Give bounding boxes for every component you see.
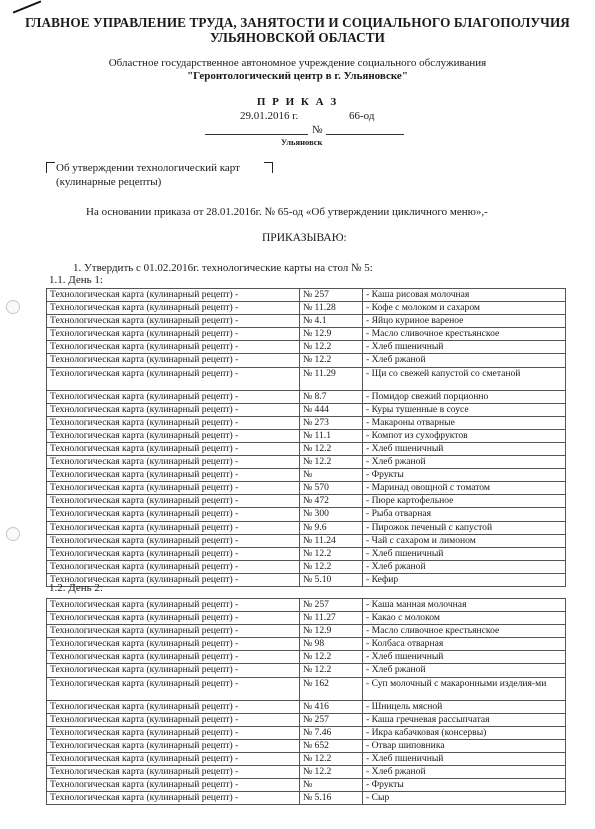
card-label-cell: Технологическая карта (кулинарный рецепт) - — [47, 739, 300, 752]
table-row — [47, 416, 566, 429]
dish-name-cell: - Хлеб пшеничный — [363, 547, 566, 560]
card-label-cell: Технологическая карта (кулинарный рецепт) - — [47, 677, 300, 700]
dish-name-cell: - Пирожок печеный с капустой — [363, 521, 566, 534]
table-row — [47, 713, 566, 726]
table-row — [47, 612, 566, 625]
card-number-cell: № 98 — [300, 638, 363, 651]
institution-line-2: "Геронтологический центр в г. Ульяновске" — [187, 70, 408, 82]
table-row — [47, 521, 566, 534]
card-label-cell: Технологическая карта (кулинарный рецепт) - — [47, 429, 300, 442]
card-label-cell: Технологическая карта (кулинарный рецепт) - — [47, 328, 300, 341]
dish-name-cell: - Шницель мясной — [363, 700, 566, 713]
card-number-cell: № 11.24 — [300, 534, 363, 547]
dish-name-cell: - Хлеб пшеничный — [363, 341, 566, 354]
card-label-cell: Технологическая карта (кулинарный рецепт) - — [47, 599, 300, 612]
card-number-cell: № 12.9 — [300, 625, 363, 638]
dish-name-cell: - Сыр — [363, 792, 566, 805]
card-number-cell: № 444 — [300, 403, 363, 416]
subject-line-1: Об утверждении технологический карт — [56, 162, 240, 174]
card-label-cell: Технологическая карта (кулинарный рецепт) - — [47, 341, 300, 354]
card-label-cell: Технологическая карта (кулинарный рецепт) - — [47, 289, 300, 302]
table-row — [47, 664, 566, 677]
card-number-cell: № 300 — [300, 508, 363, 521]
card-number-cell: № 12.2 — [300, 442, 363, 455]
subject-bracket-right — [264, 162, 273, 173]
institution-line-1: Областное государственное автономное учреждение социального обслуживания — [108, 57, 487, 69]
card-label-cell: Технологическая карта (кулинарный рецепт) - — [47, 700, 300, 713]
dish-name-cell: - Масло сливочное крестьянское — [363, 625, 566, 638]
order-title: П Р И К А З — [256, 96, 339, 108]
dish-name-cell: - Каша гречневая рассыпчатая — [363, 713, 566, 726]
dish-name-cell: - Какао с молоком — [363, 612, 566, 625]
table-row — [47, 739, 566, 752]
card-number-cell: № 9.6 — [300, 521, 363, 534]
table-row — [47, 442, 566, 455]
card-label-cell: Технологическая карта (кулинарный рецепт) - — [47, 442, 300, 455]
dish-name-cell: - Колбаса отварная — [363, 638, 566, 651]
card-label-cell: Технологическая карта (кулинарный рецепт) - — [47, 792, 300, 805]
card-label-cell: Технологическая карта (кулинарный рецепт) - — [47, 664, 300, 677]
dish-name-cell: - Хлеб пшеничный — [363, 651, 566, 664]
card-label-cell: Технологическая карта (кулинарный рецепт) - — [47, 573, 300, 586]
card-label-cell: Технологическая карта (кулинарный рецепт) - — [47, 367, 300, 390]
card-number-cell: № 472 — [300, 495, 363, 508]
order-city: Ульяновск — [281, 137, 323, 147]
card-label-cell: Технологическая карта (кулинарный рецепт) - — [47, 508, 300, 521]
card-label-cell: Технологическая карта (кулинарный рецепт) - — [47, 416, 300, 429]
order-command: ПРИКАЗЫВАЮ: — [262, 232, 347, 244]
table-row — [47, 341, 566, 354]
table-row — [47, 495, 566, 508]
card-number-cell: № — [300, 469, 363, 482]
table-row — [47, 766, 566, 779]
card-label-cell: Технологическая карта (кулинарный рецепт) - — [47, 390, 300, 403]
dish-name-cell: - Куры тушенные в соусе — [363, 403, 566, 416]
corner-mark — [13, 0, 42, 13]
card-number-cell: № 11.27 — [300, 612, 363, 625]
card-number-cell: № 257 — [300, 599, 363, 612]
table-row — [47, 792, 566, 805]
table-row — [47, 390, 566, 403]
card-number-cell: № 652 — [300, 739, 363, 752]
number-sign: № — [312, 124, 323, 136]
dish-name-cell: - Яйцо куриное вареное — [363, 315, 566, 328]
card-label-cell: Технологическая карта (кулинарный рецепт) - — [47, 302, 300, 315]
day-1-label: 1.1. День 1: — [49, 274, 103, 286]
table-row — [47, 700, 566, 713]
table-row — [47, 726, 566, 739]
card-number-cell: № 4.1 — [300, 315, 363, 328]
card-number-cell: № 12.2 — [300, 547, 363, 560]
table-row — [47, 315, 566, 328]
dish-name-cell: - Компот из сухофруктов — [363, 429, 566, 442]
dish-name-cell: - Хлеб ржаной — [363, 354, 566, 367]
card-label-cell: Технологическая карта (кулинарный рецепт) - — [47, 482, 300, 495]
dish-name-cell: - Чай с сахаром и лимоном — [363, 534, 566, 547]
table-row — [47, 289, 566, 302]
dish-name-cell: - Каша рисовая молочная — [363, 289, 566, 302]
dish-name-cell: - Хлеб ржаной — [363, 664, 566, 677]
card-number-cell: № 570 — [300, 482, 363, 495]
card-label-cell: Технологическая карта (кулинарный рецепт) - — [47, 651, 300, 664]
basis-text: На основании приказа от 28.01.2016г. № 65-од «Об утверждении цикличного меню»,- — [86, 206, 488, 218]
card-number-cell: № 12.2 — [300, 766, 363, 779]
card-label-cell: Технологическая карта (кулинарный рецепт) - — [47, 495, 300, 508]
dish-name-cell: - Фрукты — [363, 469, 566, 482]
table-row — [47, 403, 566, 416]
card-number-cell: № 12.2 — [300, 341, 363, 354]
day-2-table — [46, 598, 566, 805]
table-row — [47, 456, 566, 469]
card-label-cell: Технологическая карта (кулинарный рецепт) - — [47, 560, 300, 573]
card-label-cell: Технологическая карта (кулинарный рецепт) - — [47, 547, 300, 560]
card-label-cell: Технологическая карта (кулинарный рецепт) - — [47, 625, 300, 638]
table-row — [47, 328, 566, 341]
table-row — [47, 367, 566, 390]
card-label-cell: Технологическая карта (кулинарный рецепт) - — [47, 521, 300, 534]
table-row — [47, 677, 566, 700]
dish-name-cell: - Масло сливочное крестьянское — [363, 328, 566, 341]
table-row — [47, 547, 566, 560]
card-number-cell: № 5.16 — [300, 792, 363, 805]
table-row — [47, 482, 566, 495]
ministry-line-1: ГЛАВНОЕ УПРАВЛЕНИЕ ТРУДА, ЗАНЯТОСТИ И СОЦИАЛЬНОГО БЛАГОПОЛУЧИЯ — [25, 15, 570, 30]
card-label-cell: Технологическая карта (кулинарный рецепт) - — [47, 534, 300, 547]
subject-bracket-left — [46, 162, 55, 173]
table-row — [47, 779, 566, 792]
dish-name-cell: - Хлеб пшеничный — [363, 442, 566, 455]
dish-name-cell: - Маринад овощной с томатом — [363, 482, 566, 495]
card-number-cell: № 12.2 — [300, 664, 363, 677]
card-label-cell: Технологическая карта (кулинарный рецепт) - — [47, 469, 300, 482]
dish-name-cell: - Фрукты — [363, 779, 566, 792]
day-2-label: 1.2. День 2: — [49, 582, 103, 594]
table-row — [47, 469, 566, 482]
table-row — [47, 534, 566, 547]
card-number-cell: № 162 — [300, 677, 363, 700]
card-label-cell: Технологическая карта (кулинарный рецепт) - — [47, 766, 300, 779]
card-number-cell: № 5.10 — [300, 573, 363, 586]
date-underline — [205, 134, 308, 135]
table-row — [47, 508, 566, 521]
card-label-cell: Технологическая карта (кулинарный рецепт) - — [47, 726, 300, 739]
table-row — [47, 429, 566, 442]
dish-name-cell: - Пюре картофельное — [363, 495, 566, 508]
table-row — [47, 599, 566, 612]
card-label-cell: Технологическая карта (кулинарный рецепт) - — [47, 752, 300, 765]
card-number-cell: № 11.29 — [300, 367, 363, 390]
card-number-cell: № 12.2 — [300, 651, 363, 664]
order-date: 29.01.2016 г. — [240, 110, 299, 122]
card-number-cell: № 12.2 — [300, 354, 363, 367]
item-1-text: 1. Утвердить с 01.02.2016г. технологические карты на стол № 5: — [73, 262, 373, 274]
dish-name-cell: - Хлеб пшеничный — [363, 752, 566, 765]
day-1-table — [46, 288, 566, 587]
dish-name-cell: - Рыба отварная — [363, 508, 566, 521]
card-label-cell: Технологическая карта (кулинарный рецепт) - — [47, 403, 300, 416]
card-number-cell: № — [300, 779, 363, 792]
card-label-cell: Технологическая карта (кулинарный рецепт) - — [47, 638, 300, 651]
table-row — [47, 354, 566, 367]
punch-hole — [6, 300, 20, 314]
punch-hole — [6, 527, 20, 541]
table-row — [47, 573, 566, 586]
card-label-cell: Технологическая карта (кулинарный рецепт) - — [47, 779, 300, 792]
card-label-cell: Технологическая карта (кулинарный рецепт) - — [47, 315, 300, 328]
card-label-cell: Технологическая карта (кулинарный рецепт) - — [47, 354, 300, 367]
order-number: 66-од — [349, 110, 375, 122]
dish-name-cell: - Помидор свежий порционно — [363, 390, 566, 403]
table-row — [47, 752, 566, 765]
dish-name-cell: - Макароны отварные — [363, 416, 566, 429]
card-number-cell: № 8.7 — [300, 390, 363, 403]
table-row — [47, 651, 566, 664]
dish-name-cell: - Хлеб ржаной — [363, 766, 566, 779]
dish-name-cell: - Хлеб ржаной — [363, 560, 566, 573]
card-label-cell: Технологическая карта (кулинарный рецепт) - — [47, 612, 300, 625]
dish-name-cell: - Кофе с молоком и сахаром — [363, 302, 566, 315]
table-row — [47, 560, 566, 573]
ministry-line-2: УЛЬЯНОВСКОЙ ОБЛАСТИ — [209, 30, 385, 45]
subject-line-2: (кулинарные рецепты) — [56, 176, 162, 188]
card-label-cell: Технологическая карта (кулинарный рецепт) - — [47, 713, 300, 726]
card-number-cell: № 257 — [300, 713, 363, 726]
dish-name-cell: - Отвар шиповника — [363, 739, 566, 752]
table-row — [47, 625, 566, 638]
card-number-cell: № 12.9 — [300, 328, 363, 341]
card-label-cell: Технологическая карта (кулинарный рецепт) - — [47, 456, 300, 469]
card-number-cell: № 273 — [300, 416, 363, 429]
card-number-cell: № 7.46 — [300, 726, 363, 739]
number-underline — [326, 134, 404, 135]
card-number-cell: № 12.2 — [300, 456, 363, 469]
card-number-cell: № 11.1 — [300, 429, 363, 442]
dish-name-cell: - Икра кабачковая (консервы) — [363, 726, 566, 739]
dish-name-cell: - Каша манная молочная — [363, 599, 566, 612]
dish-name-cell: - Хлеб ржаной — [363, 456, 566, 469]
dish-name-cell: - Кефир — [363, 573, 566, 586]
card-number-cell: № 257 — [300, 289, 363, 302]
dish-name-cell: - Щи со свежей капустой со сметаной — [363, 367, 566, 390]
card-number-cell: № 12.2 — [300, 752, 363, 765]
card-number-cell: № 12.2 — [300, 560, 363, 573]
table-row — [47, 302, 566, 315]
table-row — [47, 638, 566, 651]
dish-name-cell: - Суп молочный с макаронными изделия-ми — [363, 677, 566, 700]
card-number-cell: № 11.28 — [300, 302, 363, 315]
card-number-cell: № 416 — [300, 700, 363, 713]
